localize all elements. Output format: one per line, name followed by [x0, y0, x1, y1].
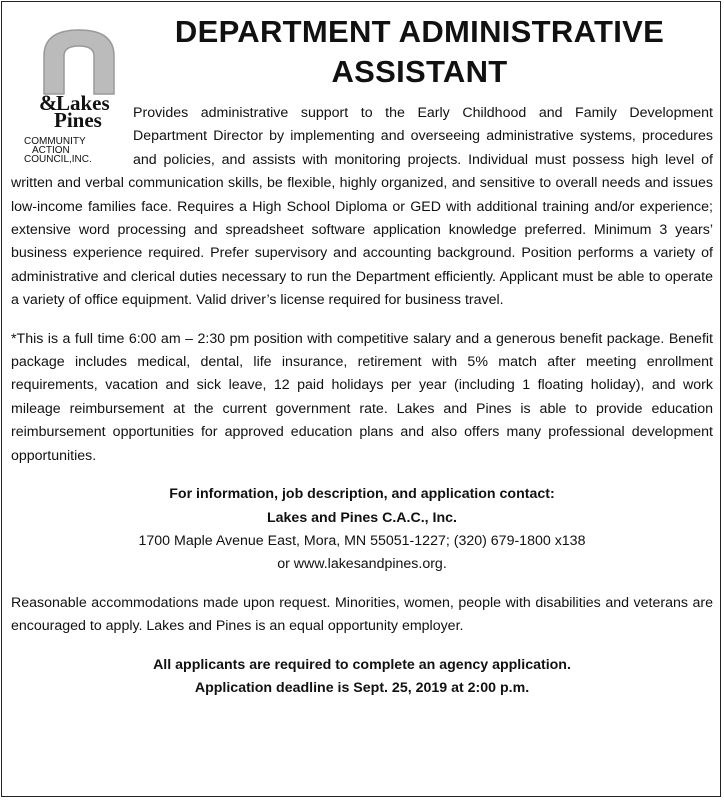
logo-word-lakes: Lakes [56, 91, 110, 115]
logo-line2: ACTION [32, 145, 70, 156]
application-deadline: Application deadline is Sept. 25, 2019 at 2:00 p.m. [194, 679, 530, 696]
contact-organization: Lakes and Pines C.A.C., Inc. [266, 509, 457, 526]
title-line-2: ASSISTANT [331, 54, 508, 89]
equal-opportunity-statement: Reasonable accommodations made upon request. Minorities, women, people with disabilities and veterans are encouraged to apply. Lakes and Pines is an equal opportunity employer. [11, 594, 713, 635]
contact-heading: For information, job description, and application contact: [169, 486, 555, 503]
logo-word-pines: Pines [54, 108, 102, 132]
ad-body [11, 102, 713, 700]
title-line-1: DEPARTMENT ADMINISTRATIVE [174, 14, 665, 49]
benefits-paragraph: *This is a full time 6:00 am – 2:30 pm position with competitive salary and a generous benefit package. Benefit package includes medical, dental, life insurance, retirement with 5% match after meeting enrollment requirements, vacation and sick leave, 12 paid holidays per year (including 1 floating holiday), and work mileage reimbursement at the current government rate. Lakes and Pines is able to provide education reimbursement opportunities for approved education plans and also offers many professional development opportunities. [11, 330, 713, 464]
logo-spacer [11, 102, 133, 172]
job-description: Provides administrative support to the Early Childhood and Family Development Department Director by implementing and overseeing administrative systems, procedures and policies, and assists with monitoring projects. Individual must possess high level of written and verbal communication skills, be flexible, highly organized, and sensitive to overall needs and issues low-income families face. Requires a High School Diploma or GED with additional training and/or experience; extensive word processing and spreadsheet software application knowledge preferred. Minimum 3 years’ business experience required. Prefer supervisory and accounting background. Position performs a variety of administrative and clerical duties necessary to run the Department efficiently. Applicant must be able to operate a variety of office equipment. Valid driver’s license required for business travel. [11, 105, 713, 309]
logo-line1: COMMUNITY [24, 136, 86, 147]
logo-ampersand: & [39, 90, 58, 115]
page-title [125, 12, 714, 92]
application-requirement: All applicants are required to complete an agency application. [153, 656, 571, 673]
contact-website: or www.lakesandpines.org. [277, 556, 447, 573]
logo-line3: COUNCIL,INC. [24, 154, 92, 165]
contact-address: 1700 Maple Avenue East, Mora, MN 55051-1227; (320) 679-1800 x138 [138, 532, 586, 549]
